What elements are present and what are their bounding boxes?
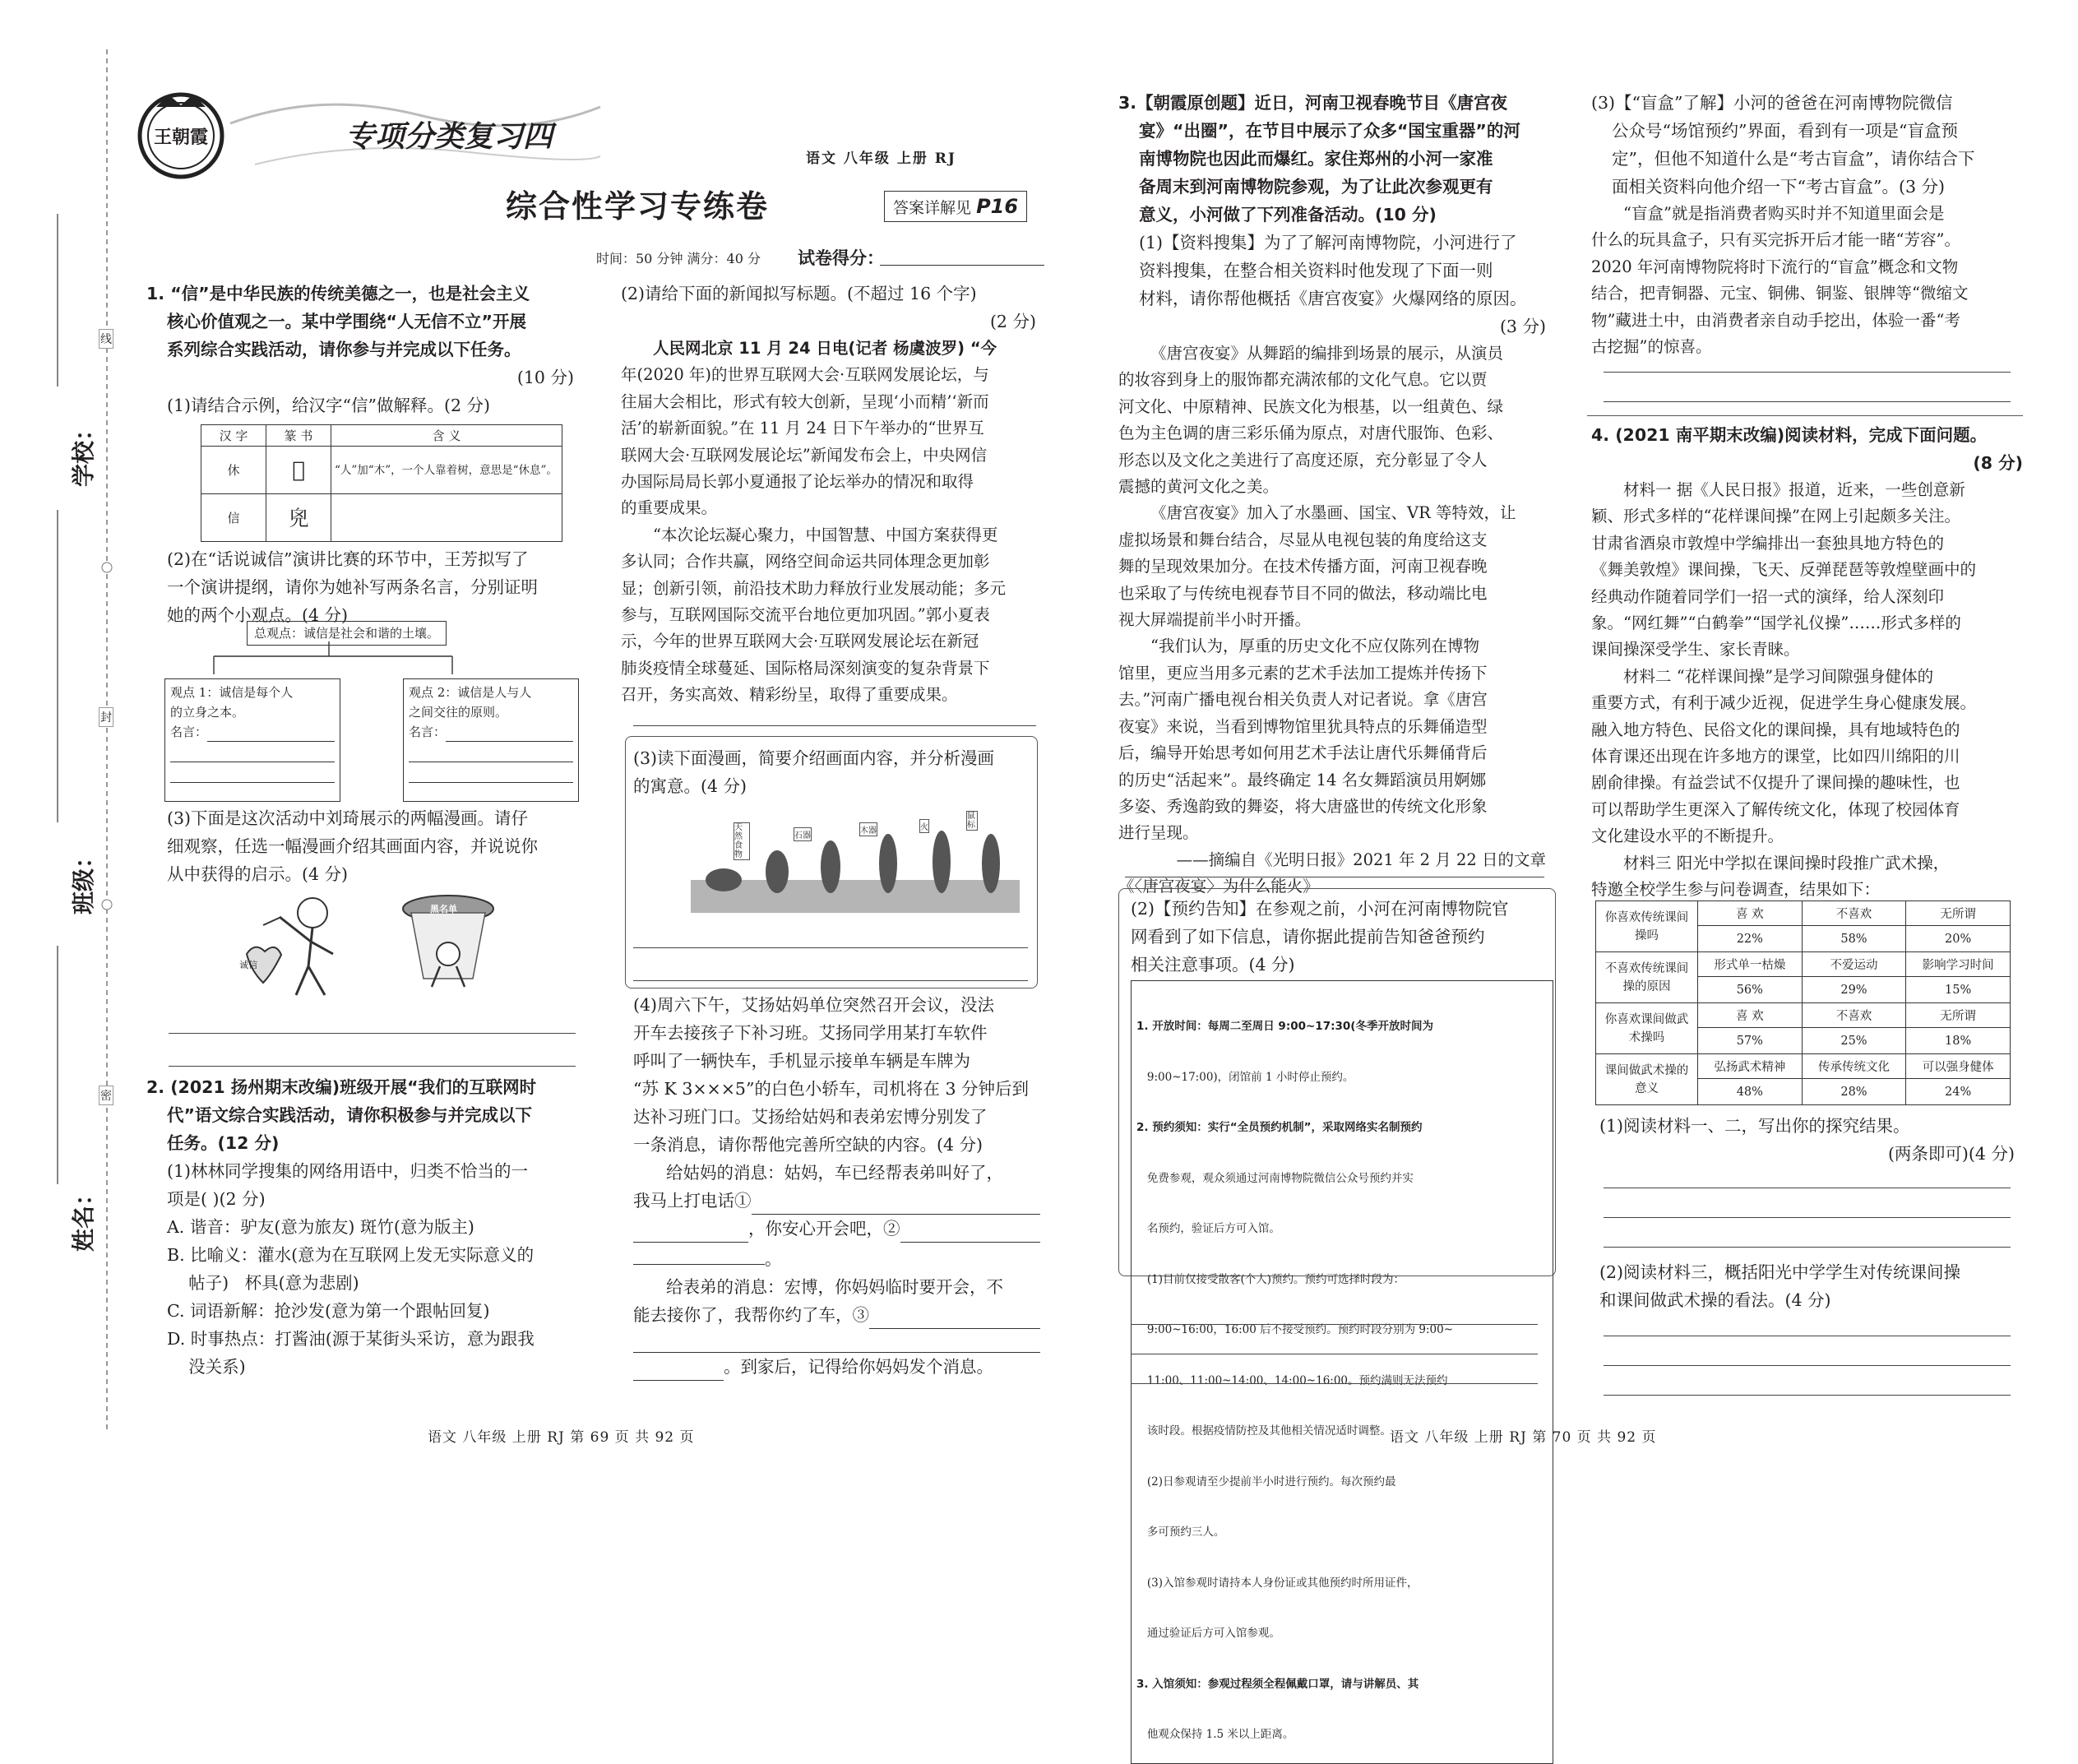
survey-value: 24% xyxy=(1906,1079,2011,1105)
q4-sub2-line: 和课间做武术操的看法。(4 分) xyxy=(1599,1290,1831,1310)
evo-label: 石器 xyxy=(794,827,812,841)
article-line: 的历史“活起来”。最终确定 14 名女舞蹈演员用婀娜 xyxy=(1118,770,1487,789)
material1-line: 材料一 据《人民日报》报道，近来，一些创意新 xyxy=(1623,480,1965,499)
q1-sub3-line: (3)下面是这次活动中刘琦展示的两幅漫画。请仔 xyxy=(167,808,529,828)
article-line: 舞的呈现效果加分。在技术传播方面，河南卫视春晚 xyxy=(1118,557,1488,576)
q2-sub2-block xyxy=(621,280,1036,709)
q4-sub1: (1)阅读材料一、二，写出你的探究结果。 xyxy=(1599,1116,1910,1136)
q3-block xyxy=(1118,89,1546,901)
notice-line: 名预约，验证后方可入馆。 xyxy=(1136,1222,1280,1235)
quote-blank[interactable] xyxy=(409,762,573,783)
q3-sub3-line: 定”，但他不知道什么是“考古盲盒”，请你结合下 xyxy=(1612,149,1975,169)
article-line: 《唐宫夜宴》加入了水墨画、国宝、VR 等特效，让 xyxy=(1150,503,1516,523)
article-line: 的妆容到身上的服饰都充满浓郁的文化气息。它以贾 xyxy=(1118,370,1488,390)
article-line: 视大屏端提前半小时开播。 xyxy=(1118,610,1312,630)
answer-line[interactable] xyxy=(1604,344,2011,373)
survey-answer: 喜 欢 xyxy=(1698,1003,1803,1028)
news-line: 肺炎疫情全球蔓延、国际格局深刻演变的复杂背景下 xyxy=(621,658,990,678)
char-cell: 信 xyxy=(201,494,266,542)
notice-line: 通过验证后方可入馆参观。 xyxy=(1136,1627,1280,1640)
quote-blank[interactable] xyxy=(207,722,335,742)
fill-blank-1[interactable] xyxy=(633,1215,748,1243)
notice-line: (2)日参观请至少提前半小时进行预约。每次预约最 xyxy=(1136,1475,1396,1489)
message-cousin: 。到家后，记得给你妈妈发个消息。 xyxy=(724,1357,993,1377)
q1-points: (10 分) xyxy=(516,368,574,387)
q3-sub2-line: 网看到了如下信息，请你据此提前告知爸爸预约 xyxy=(1131,927,1485,947)
survey-answer: 无所谓 xyxy=(1906,901,2011,926)
survey-question: 课间做武术操的意义 xyxy=(1596,1054,1698,1105)
subject-meta: 语文 八年级 上册 RJ xyxy=(806,150,956,167)
q1-stem-line: 核心价值观之一。某中学围绕“人无信不立”开展 xyxy=(167,312,526,331)
material3-line: 特邀全校学生参与问卷调查，结果如下： xyxy=(1591,880,1881,900)
meaning-answer-cell[interactable] xyxy=(331,494,562,542)
survey-answer: 不爱运动 xyxy=(1802,952,1906,977)
message-aunt: 我马上打电话① xyxy=(633,1191,752,1211)
notice-line: (1)目前仅接受散客(个人)预约。预约可选择时段为： xyxy=(1136,1272,1405,1286)
material2-line: 材料二 “花样课间操”是学习间隙强身健体的 xyxy=(1623,666,1934,686)
survey-value: 29% xyxy=(1802,977,1906,1003)
fill-blank-3[interactable] xyxy=(633,1329,1040,1353)
answer-line[interactable] xyxy=(1604,1160,2011,1188)
notice-line: 11:00、11:00~14:00、14:00~16:00。预约满则无法预约 xyxy=(1136,1373,1448,1387)
answer-line[interactable] xyxy=(1131,1355,1538,1384)
article-line: 虚拟场景和舞台结合，尽显从电视包装的角度给这支 xyxy=(1118,530,1488,549)
q3-sub2-block xyxy=(1131,895,1546,979)
article-line: 多姿、秀逸韵致的舞姿，将大唐盛世的传统文化形象 xyxy=(1118,796,1488,816)
q1-sub3-line: 细观察，任选一幅漫画介绍其画面内容，并说说你 xyxy=(167,836,538,856)
answer-line[interactable] xyxy=(169,1038,576,1067)
binding-name-label: 姓名： xyxy=(70,1182,98,1252)
outline-connectors xyxy=(164,641,576,683)
article-line: 震撼的黄河文化之美。 xyxy=(1118,477,1280,497)
article-line: 也采取了与传统电视春节目不同的做法，移动端比电 xyxy=(1118,583,1488,603)
notice-line: 2. 预约须知：实行“全员预约机制”，采取网络实名制预约 xyxy=(1136,1121,1423,1134)
q2-sub4-line: 一条消息，请你帮他完善所空缺的内容。(4 分) xyxy=(633,1135,983,1155)
news-line: 的重要成果。 xyxy=(621,498,718,518)
survey-answer: 可以强身健体 xyxy=(1906,1054,2011,1079)
article-line: 《唐宫夜宴》从舞蹈的编排到场景的展示，从演员 xyxy=(1150,344,1504,363)
q3-stem-line: 备周末到河南博物院参观，为了让此次参观更有 xyxy=(1139,177,1493,197)
news-line: 人民网北京 11 月 24 日电(记者 杨虞波罗) “今 xyxy=(653,339,997,358)
q2-stem-line: 2. (2021 扬州期末改编)班级开展“我们的互联网时 xyxy=(146,1077,537,1097)
survey-value: 57% xyxy=(1698,1028,1803,1054)
answer-line[interactable] xyxy=(1604,1308,2011,1336)
q3-sub1-line: 材料，请你帮他概括《唐宫夜宴》火爆网络的原因。 xyxy=(1139,289,1527,308)
notice-line: 3. 入馆须知：参观过程须全程佩戴口罩，请与讲解员、其 xyxy=(1136,1677,1419,1691)
option-item[interactable]: 没关系) xyxy=(167,1357,246,1377)
score-label: 试卷得分： xyxy=(798,248,884,268)
q2-stem-line: 代”语文综合实践活动，请你积极参与并完成以下 xyxy=(167,1105,532,1125)
news-line: “本次论坛凝心聚力，中国智慧、中国方案获得更 xyxy=(653,525,998,544)
quote-blank[interactable] xyxy=(409,742,573,762)
notice-line: 多可预约三人。 xyxy=(1136,1526,1225,1539)
fill-blank-3[interactable] xyxy=(633,1353,724,1381)
q1-sub2-line: 一个演讲提纲，请你为她补写两条名言，分别证明 xyxy=(167,577,538,597)
quote-blank[interactable] xyxy=(170,742,335,762)
outline-total-view: 总观点：诚信是社会和谐的土壤。 xyxy=(247,621,447,646)
blindbox-line: “盲盒”就是指消费者购买时并不知道里面会是 xyxy=(1623,204,1945,223)
q3-sub3-block xyxy=(1591,89,2019,360)
q2-stem-line: 任务。(12 分) xyxy=(167,1133,280,1153)
fill-blank-1[interactable] xyxy=(752,1187,1041,1215)
q2-sub4-line: “苏 K 3×××5”的白色小轿车，司机将在 3 分钟后到 xyxy=(633,1079,1029,1099)
q1-stem-line: 系列综合实践活动，请你参与并完成以下任务。 xyxy=(167,340,521,359)
fill-blank-2[interactable] xyxy=(900,1215,1041,1243)
notice-line: 1. 开放时间：每周二至周日 9:00~17:30(冬季开放时间为 xyxy=(1136,1020,1433,1033)
option-item[interactable]: 帖子) 杯具(意为悲剧) xyxy=(167,1273,359,1293)
outline-view1-line: 的立身之本。 xyxy=(170,705,245,720)
binding-seal-word: 封 xyxy=(99,707,113,727)
article-line: 去。”河南广播电视台相关负责人对记者说。拿《唐宫 xyxy=(1118,690,1488,710)
outline-view2-box xyxy=(403,678,579,802)
answer-line[interactable] xyxy=(1604,1219,2011,1248)
message-cousin: 给表弟的消息：宏博，你妈妈临时要开会，不 xyxy=(666,1277,1003,1297)
news-line: 显；创新引领，前沿技术助力释放行业发展动能；多元 xyxy=(621,578,1007,598)
notice-line: 他观众保持 1.5 米以上距离。 xyxy=(1136,1728,1294,1741)
answer-line[interactable] xyxy=(633,697,1036,726)
news-line: 活’的崭新面貌。”在 11 月 24 日下午举办的“世界互 xyxy=(621,419,984,438)
q2-sub2: (2)请给下面的新闻拟写标题。(不超过 16 个字) xyxy=(621,284,977,303)
article-line: “我们认为，厚重的历史文化不应仅陈列在博物 xyxy=(1150,637,1479,656)
quote-blank[interactable] xyxy=(170,762,335,783)
q2-sub4-block: (4)周六下午，艾扬姑妈单位突然召开会议，没法 开车去接孩子下补习班。艾扬同学用某打车软件 呼叫了一辆快车，手机显示接单车辆是车牌为 “苏 K 3×××5”的白色小轿车，司机将在 3 分钟后到 达补习班门口。艾扬给姑妈和表弟宏博分别发了 一条消息，请你帮他完善所空缺的内容。(4 分) 给姑妈的消息：姑妈，车已经帮表弟叫好了， 我马上打电话① ，你安心开会吧，② 。 给表弟的消息：宏博，你妈妈临时要开会，不 能去接你了，我帮你约了车，③ 。到家后，记得给你妈妈发个消息。 xyxy=(633,991,1040,1381)
q1-sub2-line: (2)在“话说诚信”演讲比赛的环节中，王芳拟写了 xyxy=(167,549,529,569)
q3-stem-line: 3.【朝霞原创题】近日，河南卫视春晚节目《唐宫夜 xyxy=(1118,93,1508,113)
meaning-cell: “人”加“木”，一个人靠着树，意思是“休息”。 xyxy=(331,447,562,494)
notice-line: 9:00~16:00，16:00 后不接受预约。预约时段分别为 9:00~ xyxy=(1136,1323,1454,1336)
q1-stem-line: 1. “信”是中华民族的传统美德之一，也是社会主义 xyxy=(146,284,530,303)
char-cell: 休 xyxy=(201,447,266,494)
material1-line: 颖、形式多样的“花样课间操”在网上引起颇多关注。 xyxy=(1591,507,1960,526)
char-table-header: 汉 字 xyxy=(201,425,266,447)
quote-label: 名言： xyxy=(170,725,208,739)
q2-sub4-line: 呼叫了一辆快车，手机显示接单车辆是车牌为 xyxy=(633,1051,970,1071)
survey-answer: 传承传统文化 xyxy=(1802,1054,1906,1079)
evo-label: 木器 xyxy=(859,822,877,836)
notice-line: 9:00~17:00)，闭馆前 1 小时停止预约。 xyxy=(1136,1070,1354,1084)
survey-answer: 喜 欢 xyxy=(1698,901,1803,926)
notice-line: (3)入馆参观时请持本人身份证或其他预约时所用证件， xyxy=(1136,1576,1419,1590)
cartoon-integrity xyxy=(230,892,354,999)
q1-sub3-block xyxy=(146,804,574,888)
q2-sub2-points: (2 分) xyxy=(989,312,1036,331)
article-line: 色为主色调的唐三彩乐俑为原点，对唐代服饰、色彩、 xyxy=(1118,424,1504,443)
news-line: 往届大会相比，形式有较大创新，呈现‘小而精’‘新而 xyxy=(621,391,989,411)
survey-table xyxy=(1595,901,2011,1105)
material2-line: 文化建设水平的不断提升。 xyxy=(1591,826,1784,846)
survey-value: 18% xyxy=(1906,1028,2011,1054)
q3-stem-line: 意义，小河做了下列准备活动。(10 分) xyxy=(1139,205,1437,225)
seal-script-cell: 𠇷 xyxy=(266,447,331,494)
article-line: 夜宴》来说，当看到博物馆里犹具特点的乐舞俑造型 xyxy=(1118,716,1488,736)
q4-stem: 4. (2021 南平期末改编)阅读材料，完成下面问题。 xyxy=(1591,425,1988,445)
q3-sub2-line: 相关注意事项。(4 分) xyxy=(1131,955,1295,975)
material2-line: 剧俞律操。有益尝试不仅提升了课间操的趣味性，也 xyxy=(1591,773,1960,793)
material2-line: 可以帮助学生更深入了解传统文化，体现了校园体育 xyxy=(1591,799,1960,819)
news-line: 联网大会·互联网发展论坛”新闻发布会上，中央网信 xyxy=(621,445,988,465)
q3-sub3-line: (3)【“盲盒”了解】小河的爸爸在河南博物院微信 xyxy=(1591,93,1953,113)
message-aunt: 给姑妈的消息：姑妈，车已经帮表弟叫好了， xyxy=(666,1163,1003,1183)
q3-sub3-line: 公众号“场馆预约”界面，看到有一项是“盲盒预 xyxy=(1612,121,1958,141)
blindbox-line: 2020 年河南博物院将时下流行的“盲盒”概念和文物 xyxy=(1591,257,1959,276)
fill-blank-3[interactable] xyxy=(869,1301,1040,1329)
q4-sub1-points: (两条即可)(4 分) xyxy=(1887,1144,2015,1164)
news-line: 多认同；合作共赢，网络空间命运共同体理念更加彰 xyxy=(621,552,990,572)
survey-answer: 影响学习时间 xyxy=(1906,952,2011,977)
article-source: ——摘编自《光明日报》2021 年 2 月 22 日的文章 xyxy=(1176,850,1546,869)
material3-line: 材料三 阳光中学拟在课间操时段推广武术操， xyxy=(1623,853,1950,873)
evo-label: 鼠标 xyxy=(966,811,978,831)
quote-label: 名言： xyxy=(409,725,447,739)
survey-value: 56% xyxy=(1698,977,1803,1003)
outline-view1-line: 观点 1：诚信是每个人 xyxy=(170,685,294,700)
answer-line[interactable] xyxy=(1131,1326,1538,1354)
material1-line: 《舞美敦煌》课间操，飞天、反弹琵琶等敦煌壁画中的 xyxy=(1591,560,1977,580)
page-footer-left: 语文 八年级 上册 RJ 第 69 页 共 92 页 xyxy=(428,1429,695,1446)
q3-sub1-line: (1)【资料搜集】为了了解河南博物院，小河进行了 xyxy=(1139,233,1517,252)
q3-sub2-line: (2)【预约告知】在参观之前，小河在河南博物院官 xyxy=(1131,899,1509,919)
news-line: 示，今年的世界互联网大会·互联网发展论坛在新冠 xyxy=(621,632,979,651)
outline-view2-line: 观点 2：诚信是人与人 xyxy=(409,685,532,700)
q4-sub2-line: (2)阅读材料三，概括阳光中学学生对传统课间操 xyxy=(1599,1262,1961,1282)
news-line: 年(2020 年)的世界互联网大会·互联网发展论坛，与 xyxy=(621,365,989,385)
article-line: 进行呈现。 xyxy=(1118,823,1199,843)
q2-sub3-block xyxy=(633,744,1032,800)
q1-sub3-line: 从中获得的启示。(4 分) xyxy=(167,864,349,884)
binding-class-label: 班级： xyxy=(70,845,98,915)
logo-text: 王朝霞 xyxy=(154,127,209,148)
notice-line: 免费参观，观众须通过河南博物院微信公众号预约并实 xyxy=(1136,1171,1414,1185)
blindbox-line: 古挖掘”的惊喜。 xyxy=(1591,337,1712,357)
q4-sub2-block xyxy=(1599,1258,2015,1314)
q3-stem-line: 南博物院也因此而爆红。家住郑州的小河一家准 xyxy=(1139,149,1493,169)
survey-answer: 形式单一枯燥 xyxy=(1698,952,1803,977)
brand-logo xyxy=(136,90,226,181)
section-divider xyxy=(1587,415,2023,416)
news-line: 召开，务实高效、精彩纷呈，取得了重要成果。 xyxy=(621,685,958,705)
quote-blank[interactable] xyxy=(446,722,573,742)
survey-value: 28% xyxy=(1802,1079,1906,1105)
survey-answer: 弘扬武术精神 xyxy=(1698,1054,1803,1079)
answer-line[interactable] xyxy=(169,1005,576,1034)
material2-line: 融入地方特色、民俗文化的课间操，具有地域特色的 xyxy=(1591,720,1960,739)
answer-ref-label: 答案详解见 xyxy=(893,199,972,217)
evo-label: 火 xyxy=(919,819,929,833)
binding-school-label: 学校： xyxy=(70,417,98,488)
survey-value: 15% xyxy=(1906,977,2011,1003)
survey-question: 你喜欢课间做武术操吗 xyxy=(1596,1003,1698,1054)
cartoon-blacklist-label: 黑名单 xyxy=(430,904,457,914)
q4-block xyxy=(1591,421,2023,904)
message-aunt: ，你安心开会吧，② xyxy=(748,1219,900,1239)
material1-line: 课间操深受学生、家长青睐。 xyxy=(1591,640,1800,660)
blindbox-line: 结合，把青铜器、元宝、铜佛、铜鉴、银牌等“微缩文 xyxy=(1591,284,1969,303)
q1-block xyxy=(146,280,574,629)
article-line: 河文化、中原精神、民族文化为根基，以一组黄色、绿 xyxy=(1118,396,1504,416)
survey-value: 22% xyxy=(1698,926,1803,952)
answer-line[interactable] xyxy=(633,919,1028,948)
q3-sub1-line: 资料搜集，在整合相关资料时他发现了下面一则 xyxy=(1139,261,1493,280)
binding-seal-word: 密 xyxy=(99,1086,113,1105)
char-table-header: 篆 书 xyxy=(266,425,331,447)
q2-sub4-line: (4)周六下午，艾扬姑妈单位突然召开会议，没法 xyxy=(633,995,995,1015)
seal-script-cell: 𠒆 xyxy=(266,494,331,542)
notice-line: 该时段。根据疫情防控及其他相关情况适时调整。 xyxy=(1136,1424,1391,1438)
q1-sub2-line: 她的两个小观点。(4 分) xyxy=(167,605,349,625)
survey-answer: 无所谓 xyxy=(1906,1003,2011,1028)
material1-line: 甘肃省酒泉市敦煌中学编排出一套独具地方特色的 xyxy=(1591,533,1945,553)
time-score-line: 时间：50 分钟 满分：40 分 xyxy=(596,251,761,266)
q2-sub4-line: 达补习班门口。艾扬给姑妈和表弟宏博分别发了 xyxy=(633,1107,988,1127)
page-footer-right: 语文 八年级 上册 RJ 第 70 页 共 92 页 xyxy=(1390,1429,1657,1446)
survey-value: 48% xyxy=(1698,1079,1803,1105)
option-item[interactable]: A. 谐音：驴友(意为旅友) 斑竹(意为版主) xyxy=(167,1217,474,1237)
char-table xyxy=(201,424,562,542)
material1-line: 经典动作随着同学们一招一式的演绎，给人深刻印 xyxy=(1591,586,1945,606)
survey-value: 25% xyxy=(1802,1028,1906,1054)
blindbox-line: 物”藏进土中，由消费者亲自动手挖出，体验一番“考 xyxy=(1591,310,1960,330)
option-item[interactable]: B. 比喻义：灌水(意为在互联网上发无实际意义的 xyxy=(167,1245,535,1265)
article-source: 《〈唐宫夜宴〉为什么能火》 xyxy=(1118,877,1319,896)
answer-line[interactable] xyxy=(1604,1337,2011,1366)
q2-sub1-line: 项是( )(2 分) xyxy=(167,1189,266,1209)
outline-view2-line: 之间交往的原则。 xyxy=(409,705,508,720)
q4-points: (8 分) xyxy=(1973,453,2023,473)
material2-line: 体育课还出现在许多地方的课堂，比如四川绵阳的川 xyxy=(1591,747,1960,766)
answer-line[interactable] xyxy=(1604,1189,2011,1218)
evo-label: 天然食物 xyxy=(734,822,750,860)
q2-block xyxy=(146,1073,582,1381)
article-line: 馆里，更应当用多元素的艺术手法加工提炼并传扬下 xyxy=(1118,663,1488,683)
news-line: 办国际局局长郭小夏通报了论坛举办的情况和取得 xyxy=(621,472,974,492)
binding-dashed-line xyxy=(0,0,123,1471)
q3-sub1-points: (3 分) xyxy=(1499,317,1546,336)
option-item[interactable]: C. 词语新解：抢沙发(意为第一个跟帖回复) xyxy=(167,1301,490,1321)
article-line: 形态以及文化之美进行了高度还原，充分彰显了令人 xyxy=(1118,450,1488,470)
news-line: 参与，互联网国际交流平台地位更加巩固。”郭小夏表 xyxy=(621,605,990,625)
paper-title: 综合性学习专练卷 xyxy=(506,188,770,225)
outline-view1-box xyxy=(164,678,340,802)
material2-line: 重要方式，有利于减少近视，促进学生身心健康发展。 xyxy=(1591,693,1977,713)
survey-question: 你喜欢传统课间操吗 xyxy=(1596,901,1698,952)
survey-value: 58% xyxy=(1802,926,1906,952)
cartoon-integrity-label: 诚信 xyxy=(239,960,257,970)
material1-line: 象。“网红舞”“白鹤拳”“国学礼仪操”……形式多样的 xyxy=(1591,613,1961,633)
binding-seal-word: 线 xyxy=(99,329,113,349)
q2-sub4-line: 开车去接孩子下补习班。艾扬同学用某打车软件 xyxy=(633,1023,988,1043)
survey-answer: 不喜欢 xyxy=(1802,901,1906,926)
answer-line[interactable] xyxy=(1131,1296,1538,1325)
binding-margin xyxy=(0,0,123,1471)
message-cousin: 能去接你了，我帮你约了车，③ xyxy=(633,1305,869,1325)
survey-value: 20% xyxy=(1906,926,2011,952)
q3-stem-line: 宴》“出圈”，在节目中展示了众多“国宝重器”的河 xyxy=(1139,121,1520,141)
score-blank[interactable] xyxy=(880,265,1044,266)
q1-sub1: (1)请结合示例，给汉字“信”做解释。(2 分) xyxy=(167,396,491,415)
option-item[interactable]: D. 时事热点：打酱油(源于某街头采访，意为跟我 xyxy=(167,1329,535,1349)
fill-blank-2[interactable] xyxy=(633,1243,765,1265)
answer-line[interactable] xyxy=(1604,373,2011,402)
answer-ref-page: P16 xyxy=(976,195,1019,218)
q2-sub1-line: (1)林林同学搜集的网络用语中，归类不恰当的一 xyxy=(167,1161,529,1181)
article-line: 后，编导开始思考如何用艺术手法让唐代乐舞俑背后 xyxy=(1118,743,1488,763)
survey-answer: 不喜欢 xyxy=(1802,1003,1906,1028)
char-table-header: 含 义 xyxy=(331,425,562,447)
answer-line[interactable] xyxy=(633,952,1028,981)
blindbox-line: 什么的玩具盒子，只有买完拆开后才能一睹“芳容”。 xyxy=(1591,230,1960,250)
series-title: 专项分类复习四 xyxy=(345,120,553,154)
survey-question: 不喜欢传统课间操的原因 xyxy=(1596,952,1698,1003)
answer-line[interactable] xyxy=(1125,849,1544,877)
answer-reference xyxy=(884,191,1027,222)
q2-sub3-line: (3)读下面漫画，简要介绍画面内容，并分析漫画 xyxy=(633,748,995,768)
answer-line[interactable] xyxy=(1604,1367,2011,1396)
q2-sub3-line: 的寓意。(4 分) xyxy=(633,776,747,796)
q3-sub3-line: 面相关资料向他介绍一下“考古盲盒”。(3 分) xyxy=(1612,177,1946,197)
